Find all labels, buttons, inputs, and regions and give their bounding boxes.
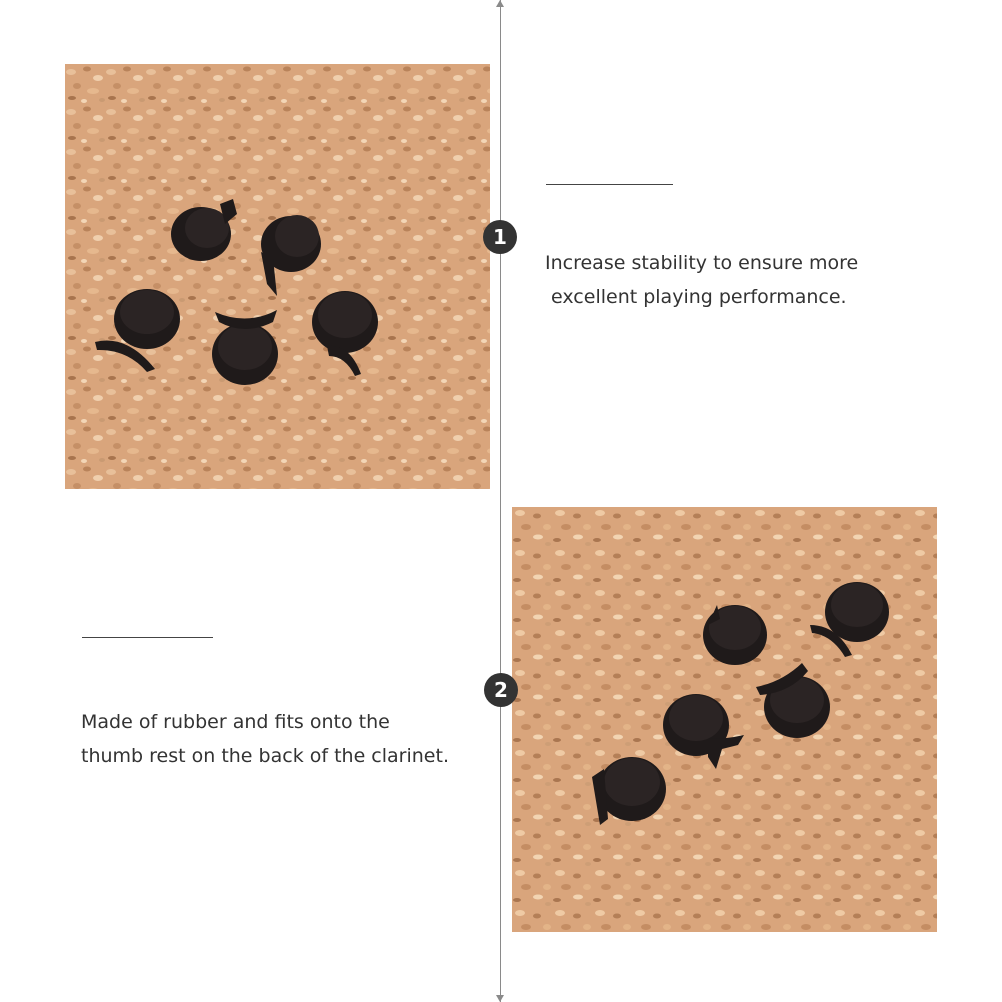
accent-rule-1 [546, 184, 673, 185]
rubber-cushion [703, 605, 767, 665]
feature-text-1-line-2: excellent playing performance. [545, 286, 847, 308]
arrow-down-icon [496, 995, 504, 1002]
step-number-badge-1: 1 [483, 220, 517, 254]
center-divider [500, 0, 501, 1002]
arrow-up-icon [496, 0, 504, 7]
accent-rule-2 [82, 637, 213, 638]
product-photo-2 [512, 507, 937, 932]
rubber-cushion [212, 310, 278, 385]
feature-text-1-line-1: Increase stability to ensure more [545, 252, 859, 274]
feature-text-2-line-2: thumb rest on the back of the clarinet. [81, 745, 449, 767]
feature-text-2 [81, 705, 449, 773]
feature-text-2-line-1: Made of rubber and fits onto the [81, 711, 390, 733]
product-photo-1 [65, 64, 490, 489]
step-number-badge-2: 2 [484, 673, 518, 707]
feature-text-1 [545, 246, 858, 314]
